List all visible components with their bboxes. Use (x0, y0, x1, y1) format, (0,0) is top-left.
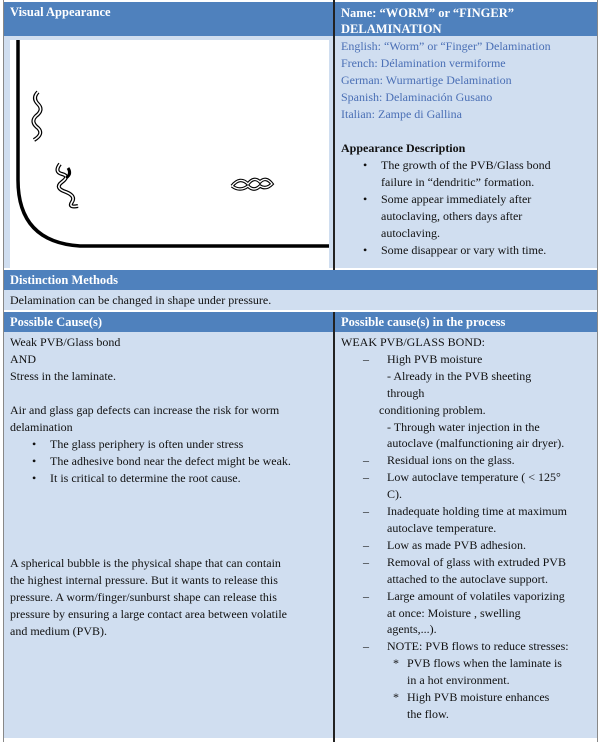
moisture-sub: - Already in the PVB sheeting through conditioning problem. - Through water injection in the autoclave (malfunctioning air dryer). (379, 368, 565, 451)
name-header-line1: Name: “WORM” or “FINGER” (341, 6, 515, 20)
distinction-title: Distinction Methods (10, 273, 118, 287)
possible-causes-title: Possible Cause(s) (10, 315, 103, 329)
cause-paragraph: Air and glass gap defects can increase the risk for worm (10, 403, 280, 417)
note-item: * PVB flows when the laminate is in a hot environment. (393, 656, 562, 688)
distinction-text: Delamination can be changed in shape under pressure. (10, 293, 272, 307)
appearance-item: • Some appear immediately after autoclaving, others days after autoclaving. (341, 191, 591, 242)
cause-line: Weak PVB/Glass bond (10, 335, 121, 349)
cause-line: AND (10, 352, 36, 366)
glass-corner-drawing (10, 40, 329, 250)
name-header (335, 2, 597, 36)
cause-bullet: • The glass periphery is often under stress (10, 436, 327, 453)
table-border-left (3, 0, 4, 742)
cause-line: Stress in the laminate. (10, 369, 116, 383)
translation-french: French: Délamination vermiforme (341, 56, 506, 70)
bubble-paragraph: the highest internal pressure. But it wants to release this (10, 573, 278, 587)
visual-appearance-cell (4, 36, 333, 268)
process-item: – High PVB moisture (363, 351, 483, 366)
cause-bullet: • It is critical to determine the root cause. (10, 470, 327, 487)
distinction-cell (4, 290, 597, 310)
process-item: – Low as made PVB adhesion. (363, 537, 526, 552)
translation-spanish: Spanish: Delaminación Gusano (341, 90, 493, 104)
possible-causes-header (4, 312, 333, 332)
process-note: – NOTE: PVB flows to reduce stresses: (363, 639, 569, 654)
process-intro: WEAK PVB/GLASS BOND: (341, 335, 486, 349)
visual-appearance-title: Visual Appearance (10, 5, 111, 19)
appearance-description-title: Appearance Description (341, 141, 466, 155)
appearance-item: • Some disappear or vary with time. (341, 242, 591, 259)
cause-bullet: • The adhesive bond near the defect might be weak. (10, 453, 327, 470)
process-item: – Inadequate holding time at maximum autoclave temperature. (363, 504, 567, 535)
process-item: – Residual ions on the glass. (363, 453, 515, 468)
distinction-header (4, 270, 597, 290)
delamination-illustration (10, 40, 329, 286)
column-divider-bottom (333, 312, 335, 742)
bubble-paragraph: and medium (PVB). (10, 624, 107, 638)
process-causes-cell (335, 332, 597, 738)
possible-causes-cell (4, 332, 333, 738)
process-causes-title: Possible cause(s) in the process (341, 315, 506, 329)
process-causes-header (335, 312, 597, 332)
appearance-list (341, 157, 591, 259)
cause-paragraph: delamination (10, 420, 73, 434)
bubble-paragraph: pressure by ensuring a large contact area between volatile (10, 607, 287, 621)
bubble-paragraph: A spherical bubble is the physical shape that can contain (10, 556, 281, 570)
table-border-right (597, 0, 598, 742)
cause-bullets (10, 436, 327, 487)
translation-italian: Italian: Zampe di Gallina (341, 107, 462, 121)
process-item: – Removal of glass with extruded PVB attached to the autoclave support. (363, 554, 566, 586)
translation-english: English: “Worm” or “Finger” Delamination (341, 39, 551, 53)
note-item: * High PVB moisture enhances the flow. (393, 690, 550, 721)
bubble-paragraph: pressure. A worm/finger/sunburst shape can release this (10, 590, 277, 604)
process-item: – Low autoclave temperature ( < 125° C). (363, 470, 561, 502)
column-divider-top (333, 0, 335, 270)
appearance-item: • The growth of the PVB/Glass bond failure in “dendritic” formation. (341, 157, 591, 191)
visual-appearance-header (4, 2, 333, 36)
translation-german: German: Wurmartige Delamination (341, 73, 512, 87)
name-header-line2: DELAMINATION (341, 22, 442, 36)
name-cell (335, 36, 597, 268)
process-item: – Large amount of volatiles vaporizing at once: Moisture , swelling agents,...). (363, 588, 565, 637)
